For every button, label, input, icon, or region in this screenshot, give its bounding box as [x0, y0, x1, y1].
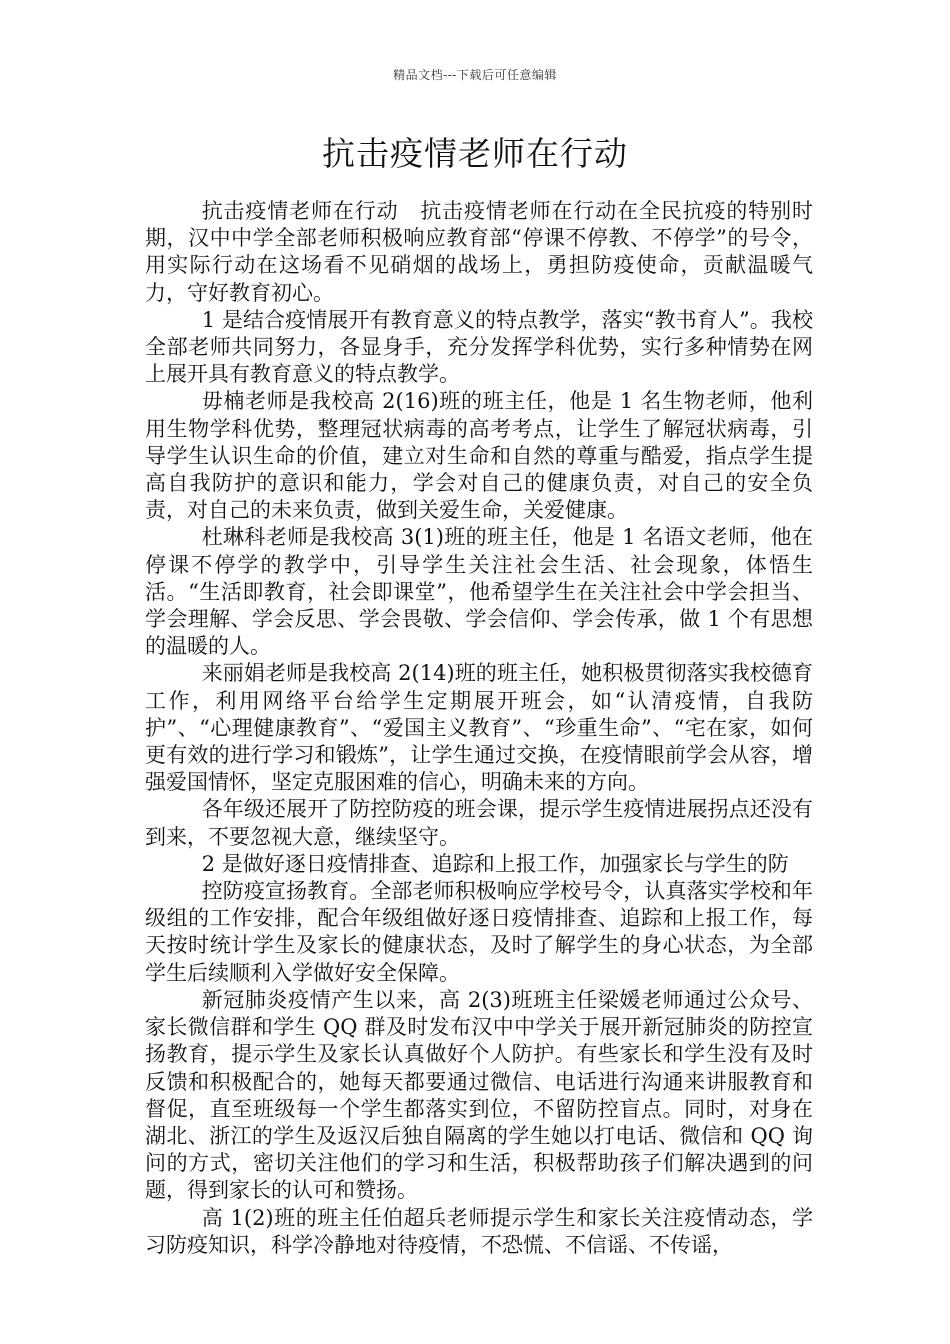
paragraph: 高 1(2)班的班主任伯超兵老师提示学生和家长关注疫情动态，学习防疫知识，科学冷静地对待疫情，不恐慌、不信谣、不传谣，	[145, 1205, 813, 1257]
paragraph: 抗击疫情老师在行动 抗击疫情老师在行动在全民抗疫的特别时期，汉中中学全部老师积极响应教育部“停课不停教、不停学”的号令，用实际行动在这场看不见硝烟的战场上，勇担防疫使命，贡献温暖气力，守好教育初心。	[145, 199, 813, 305]
paragraph: 杜琳科老师是我校高 3(1)班的班主任，他是 1 名语文老师，他在停课不停学的教学中，引导学生关注社会生活、社会现象，体悟生活。“生活即教育，社会即课堂”，他希望学生在关注社会中学会担当、学会理解、学会反思、学会畏敬、学会信仰、学会传承，做 1 个有思想的温暖的人。	[145, 525, 813, 659]
paragraph: 控防疫宣扬教育。全部老师积极响应学校号令，认真落实学校和年级组的工作安排，配合年级组做好逐日疫情排查、追踪和上报工作，每天按时统计学生及家长的健康状态，及时了解学生的身心状态，为全部学生后续顺利入学做好安全保障。	[145, 879, 813, 985]
paragraph: 各年级还展开了防控防疫的班会课，提示学生疫情进展拐点还没有到来，不要忽视大意，继续坚守。	[145, 797, 813, 849]
header-note: 精品文档---下载后可任意编辑	[393, 68, 557, 82]
paragraph: 毋楠老师是我校高 2(16)班的班主任，他是 1 名生物老师，他利用生物学科优势，整理冠状病毒的高考考点，让学生了解冠状病毒，引导学生认识生命的价值，建立对生命和自然的尊重与酷爱，指点学生提高自我防护的意识和能力，学会对自己的健康负责，对自己的安全负责，对自己的未来负责，做到关爱生命，关爱健康。	[145, 389, 813, 523]
document-body	[145, 198, 813, 1259]
paragraph: 新冠肺炎疫情产生以来，高 2(3)班班主任梁媛老师通过公众号、家长微信群和学生 QQ 群及时发布汉中中学关于展开新冠肺炎的防控宣扬教育，提示学生及家长认真做好个人防护。有些家长和学生没有及时反馈和积极配合的，她每天都要通过微信、电话进行沟通来讲服教育和督促，直至班级每一个学生都落实到位，不留防控盲点。同时，对身在湖北、浙江的学生及返汉后独自隔离的学生她以打电话、微信和 QQ 询问的方式，密切关注他们的学习和生活，积极帮助孩子们解决遇到的问题，得到家长的认可和赞扬。	[145, 987, 813, 1203]
paragraph: 1 是结合疫情展开有教育意义的特点教学，落实“教书育人”。我校全部老师共同努力，各显身手，充分发挥学科优势，实行多种情势在网上展开具有教育意义的特点教学。	[145, 307, 813, 387]
paragraph: 来丽娟老师是我校高 2(14)班的班主任，她积极贯彻落实我校德育工作，利用网络平台给学生定期展开班会，如“认清疫情，自我防护”、“心理健康教育”、“爱国主义教育”、“珍重生命”、“宅在家，如何更有效的进行学习和锻炼”，让学生通过交换，在疫情眼前学会从容，增强爱国情怀，坚定克服困难的信心，明确未来的方向。	[145, 661, 813, 795]
document-title: 抗击疫情老师在行动	[322, 134, 628, 173]
paragraph: 2 是做好逐日疫情排查、追踪和上报工作，加强家长与学生的防	[201, 851, 789, 876]
